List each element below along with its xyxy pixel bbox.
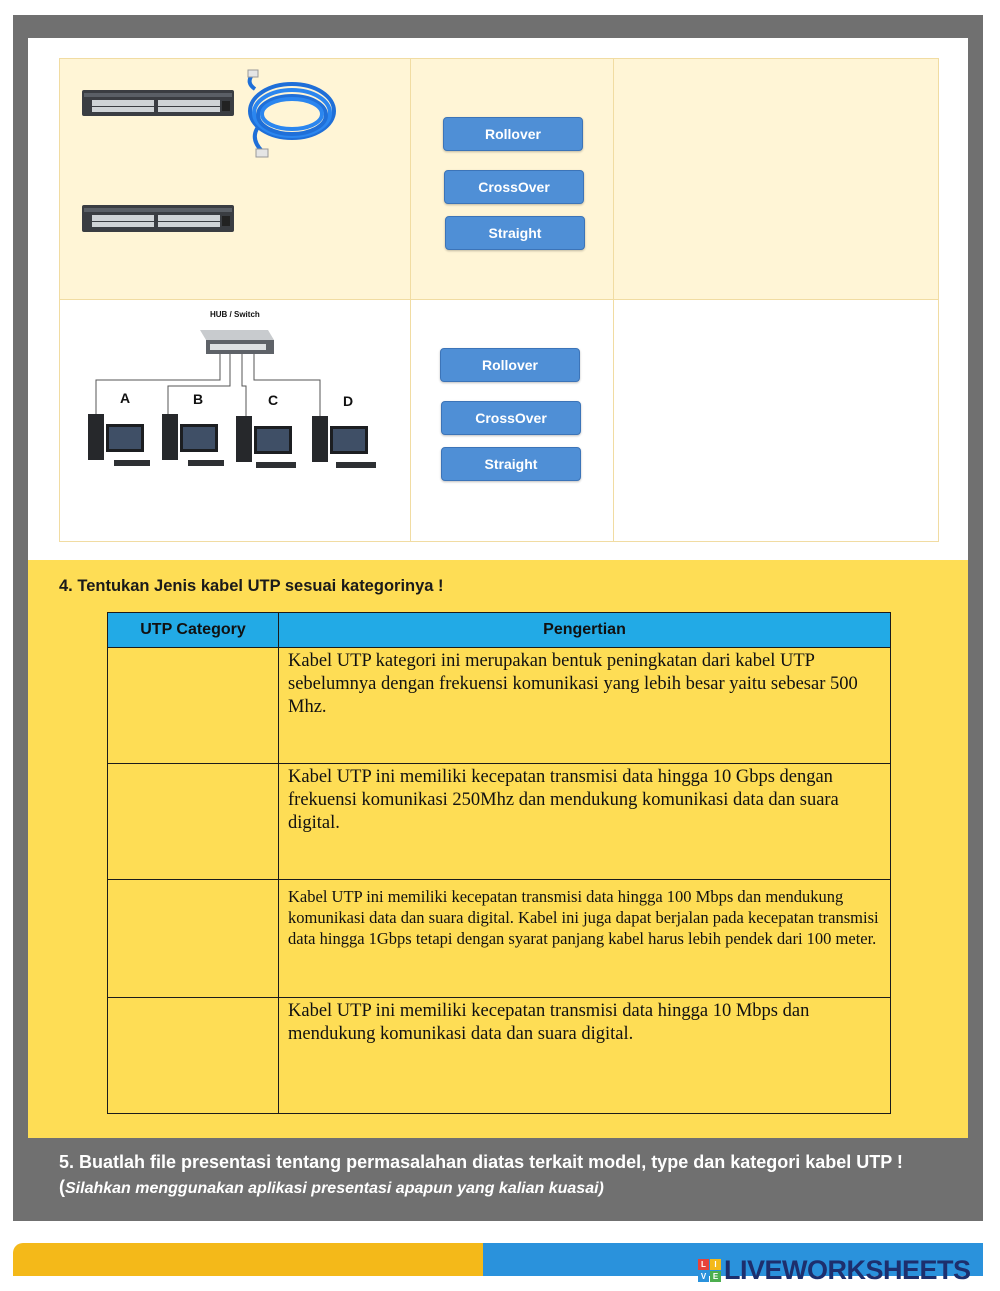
brand-name: LIVEWORKSHEETS (724, 1255, 971, 1285)
liveworksheets-logo-icon: L I V E (698, 1259, 721, 1282)
crossover-option-button[interactable]: CrossOver (444, 170, 584, 204)
category-answer-cell[interactable] (108, 880, 279, 998)
network-switch-icon (82, 90, 234, 116)
description-cell: Kabel UTP ini memiliki kecepatan transmisi data hingga 10 Mbps dan mendukung komunikasi data dan suara digital. (279, 998, 891, 1114)
network-links (96, 354, 320, 420)
computer-icon (312, 416, 376, 468)
pc-label-a: A (120, 390, 131, 406)
footer-bar-yellow (13, 1243, 483, 1276)
pc-label-c: C (268, 392, 279, 408)
table-row (108, 648, 891, 764)
rollover-option-button[interactable]: Rollover (443, 117, 583, 151)
description-cell: Kabel UTP ini memiliki kecepatan transmisi data hingga 100 Mbps dan mendukung komunikasi data dan suara digital. Kabel ini juga dapat berjalan pada kecepatan transmisi data hingga 1Gbps tetapi dengan syarat panjang kabel harus lebih pendek dari 100 meter. (279, 880, 891, 998)
utp-cable-icon (250, 75, 334, 151)
utp-category-table (107, 612, 891, 1114)
header-pengertian: Pengertian (279, 613, 891, 648)
hub-label: HUB / Switch (210, 310, 260, 319)
category-answer-cell[interactable] (108, 998, 279, 1114)
crossover-option-button[interactable]: CrossOver (441, 401, 581, 435)
row2-image-cell (59, 299, 411, 542)
rj45-connector-icon (248, 70, 258, 77)
table-row (108, 880, 891, 998)
description-cell: Kabel UTP kategori ini merupakan bentuk peningkatan dari kabel UTP sebelumnya dengan frekuensi komunikasi yang lebih besar yaitu sebesar 500 Mhz. (279, 648, 891, 764)
table-header-row (108, 613, 891, 648)
question5-note: Silahkan menggunakan aplikasi presentasi apapun yang kalian kuasai) (65, 1180, 604, 1197)
pc-label-b: B (193, 391, 204, 407)
description-cell: Kabel UTP ini memiliki kecepatan transmisi data hingga 10 Gbps dengan frekuensi komunikasi 250Mhz dan mendukung komunikasi data dan suara digital. (279, 764, 891, 880)
rj45-connector-icon (256, 149, 268, 157)
category-answer-cell[interactable] (108, 764, 279, 880)
row2-answer-cell[interactable] (613, 299, 939, 542)
question5-instruction: 5. Buatlah file presentasi tentang permasalahan diatas terkait model, type dan kategori kabel UTP ! ( (59, 1152, 903, 1197)
question4-title: 4. Tentukan Jenis kabel UTP sesuai kategorinya ! (59, 577, 444, 595)
straight-option-button[interactable]: Straight (441, 447, 581, 481)
pc-label-d: D (343, 393, 354, 409)
category-answer-cell[interactable] (108, 648, 279, 764)
row1-image-cell (59, 58, 411, 300)
switches-and-cable-image (60, 59, 412, 301)
table-row (108, 998, 891, 1114)
computer-icon (236, 416, 296, 468)
straight-option-button[interactable]: Straight (445, 216, 585, 250)
row1-answer-cell[interactable] (613, 58, 939, 300)
header-utp-category: UTP Category (108, 613, 279, 648)
computer-icon (88, 414, 150, 466)
network-switch-icon (82, 205, 234, 232)
question5-text (59, 1150, 939, 1201)
hub-switch-icon (200, 330, 274, 354)
rollover-option-button[interactable]: Rollover (440, 348, 580, 382)
hub-topology-diagram (60, 300, 412, 543)
computer-icon (162, 414, 224, 466)
liveworksheets-brand[interactable] (698, 1256, 971, 1284)
table-row (108, 764, 891, 880)
